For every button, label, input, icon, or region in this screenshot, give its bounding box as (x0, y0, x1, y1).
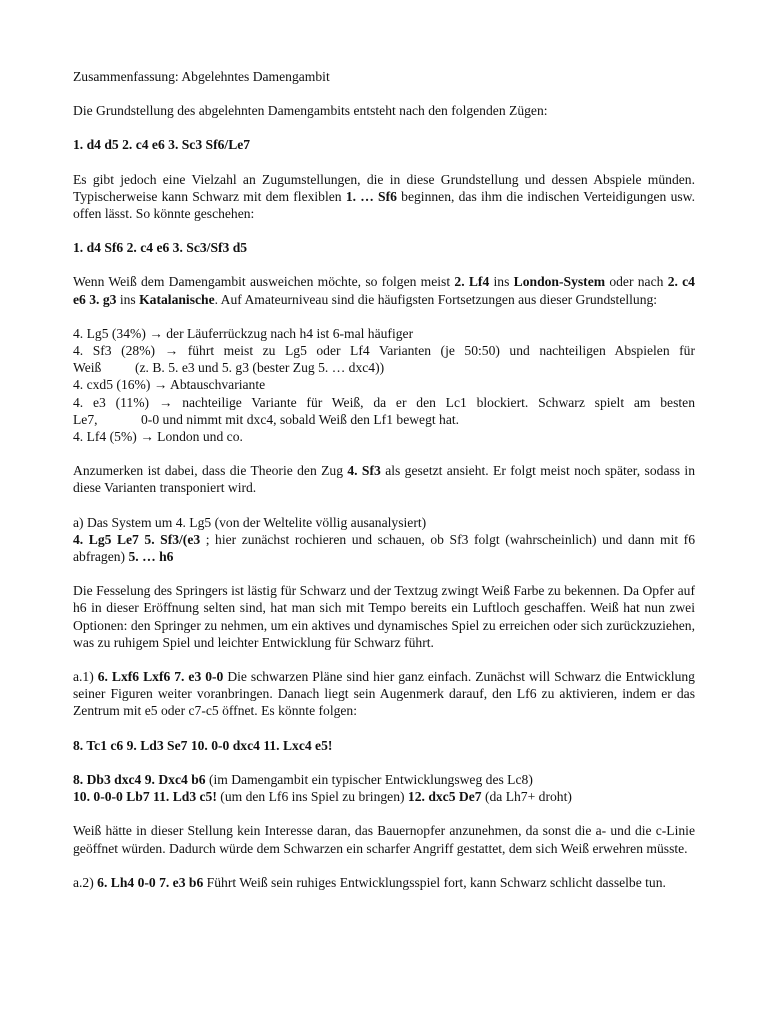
avoid-text-3: oder nach (605, 274, 668, 290)
stat-line-1: 4. Lg5 (34%) → der Läuferrückzug nach h4 ist 6-mal häufiger (73, 325, 414, 341)
avoid-paragraph (73, 273, 695, 307)
alt8-paragraph (73, 771, 695, 805)
avoid-move-3: 2. c4 e6 3. g3 (73, 274, 695, 307)
avoid-move-4: Katalanische (139, 291, 215, 307)
a2-move-1: 6. Lh4 0-0 7. e3 b6 (97, 874, 204, 890)
alt8-line-1 (73, 771, 695, 788)
a1-paragraph (73, 668, 695, 720)
alt-line (73, 239, 695, 256)
pin-paragraph: Die Fesselung des Springers ist lästig für Schwarz und der Textzug zwingt Weiß Farbe zu bekennen. Da Opfer auf h6 in dieser Eröffnung selten sind, hat man sich mit Tempo bereits ein Luftloch geschaffen. Weiß hat nun zwei Optionen: den Springer zu nehmen, um ein aktives und dynamisches Spiel zu erreichen oder sich zurückzuziehen, was zu ruhigem Spiel und leichter Entwicklung für Schwarz führt. (73, 583, 695, 650)
line-8-moves: 8. Tc1 c6 9. Ld3 Se7 10. 0-0 dxc4 11. Lxc4 e5! (73, 737, 333, 753)
transpositions-move: 1. … Sf6 (345, 188, 397, 204)
section-a-text-1: ; hier zunächst rochieren und schauen, ob Sf3 folgt (wahrscheinlich) und dann mit f6 abfragen) (73, 531, 695, 565)
stat-line-2: 4. Sf3 (28%) → führt meist zu Lg5 oder Lf4 Varianten (je 50:50) und nachteiligen Abspielen für (73, 343, 695, 359)
transpositions-paragraph (73, 171, 695, 223)
alt-line-moves: 1. d4 Sf6 2. c4 e6 3. Sc3/Sf3 d5 (73, 240, 248, 256)
alt8-line-2 (73, 788, 695, 805)
stat-line-4: 4. e3 (11%) → nachteilige Variante für Weiß, da er den Lc1 blockiert. Schwarz spielt am besten (73, 394, 695, 410)
avoid-text-5: . Auf Amateurniveau sind die häufigsten Fortsetzungen aus dieser Grundstellung: (214, 291, 658, 307)
a2-text-1: Führt Weiß sein ruhiges Entwicklungsspiel fort, kann Schwarz schlicht dasselbe tun. (203, 874, 666, 890)
a1-label: a.1) (73, 669, 98, 685)
avoid-move-2: London-System (513, 274, 606, 290)
a2-paragraph (73, 874, 695, 891)
main-line (73, 136, 695, 153)
avoid-move-1: 2. Lf4 (454, 274, 490, 290)
note-paragraph (73, 462, 695, 496)
section-a-move-2: 5. … h6 (128, 549, 174, 565)
transpositions-text-a: Es gibt jedoch eine Vielzahl an Zugumstellungen, die in diese Grundstellung und dessen Abspiele münden. Typischerweise kann Schwarz mit dem flexiblen (73, 171, 695, 204)
stat-line-4b-a: Le7, (73, 411, 98, 427)
stat-line-3: 4. cxd5 (16%) → Abtauschvariante (73, 377, 266, 393)
section-a-move-1: 4. Lg5 Le7 5. Sf3/(e3 (73, 531, 201, 547)
alt8-text-3: (da Lh7+ droht) (481, 789, 572, 805)
note-text-2: als gesetzt ansieht. Er folgt meist noch später, sodass in diese Varianten transponiert wird. (73, 463, 695, 496)
avoid-text-1: Wenn Weiß dem Damengambit ausweichen möchte, so folgen meist (73, 274, 455, 290)
avoid-text-2: ins (489, 274, 514, 290)
alt8-move-3: 12. dxc5 De7 (407, 789, 482, 805)
section-a-heading: a) Das System um 4. Lg5 (von der Weltelite völlig ausanalysiert) (73, 514, 427, 530)
stat-line-4b-b: 0-0 und nimmt mit dxc4, sobald Weiß den Lf1 bewegt hat. (141, 411, 460, 427)
a2-label: a.2) (73, 874, 98, 890)
note-text-1: Anzumerken ist dabei, dass die Theorie den Zug (73, 463, 348, 479)
transpositions-text-b: beginnen, das ihm die indischen Verteidigungen usw. offen lässt. So könnte geschehen: (73, 188, 695, 222)
stats-list (73, 325, 695, 445)
alt8-move-2: 10. 0-0-0 Lb7 11. Ld3 c5! (73, 789, 217, 805)
alt8-move-1: 8. Db3 dxc4 9. Dxc4 b6 (73, 771, 206, 787)
stat-line-5: 4. Lf4 (5%) → London und co. (73, 429, 243, 445)
stat-line-2b (73, 359, 695, 376)
line-8 (73, 737, 695, 754)
avoid-text-4: ins (116, 291, 140, 307)
main-line-moves: 1. d4 d5 2. c4 e6 3. Sc3 Sf6/Le7 (73, 137, 251, 153)
a1-text-1: Die schwarzen Pläne sind hier ganz einfach. Zunächst will Schwarz die Entwicklung seiner Figuren weiter voranbringen. Danach liegt sein Augenmerk darauf, den Lf6 zu aktivieren, indem er das Zentrum mit e5 oder c7-c5 öffnet. Es könnte folgen: (73, 669, 695, 719)
intro-paragraph: Die Grundstellung des abgelehnten Damengambits entsteht nach den folgenden Zügen: (73, 103, 548, 119)
section-a (73, 514, 695, 566)
stat-line-2b-b: (z. B. 5. e3 und 5. g3 (bester Zug 5. … dxc4)) (135, 360, 385, 376)
a1-move-1: 6. Lxf6 Lxf6 7. e3 0-0 (97, 669, 224, 685)
pawn-paragraph: Weiß hätte in dieser Stellung kein Interesse daran, das Bauernopfer anzunehmen, da sonst die a- und die c-Linie geöffnet würden. Dadurch würde dem Schwarzen ein scharfer Angriff gestattet, dem sich Weiß erwehren müsste. (73, 823, 695, 856)
alt8-text-1: (im Damengambit ein typischer Entwicklungsweg des Lc8) (205, 771, 533, 787)
stat-line-4b (73, 411, 695, 428)
note-move-1: 4. Sf3 (347, 463, 381, 479)
alt8-text-2: (um den Lf6 ins Spiel zu bringen) (216, 789, 408, 805)
document-title: Zusammenfassung: Abgelehntes Damengambit (73, 69, 330, 84)
stat-line-2b-a: Weiß (73, 360, 102, 376)
